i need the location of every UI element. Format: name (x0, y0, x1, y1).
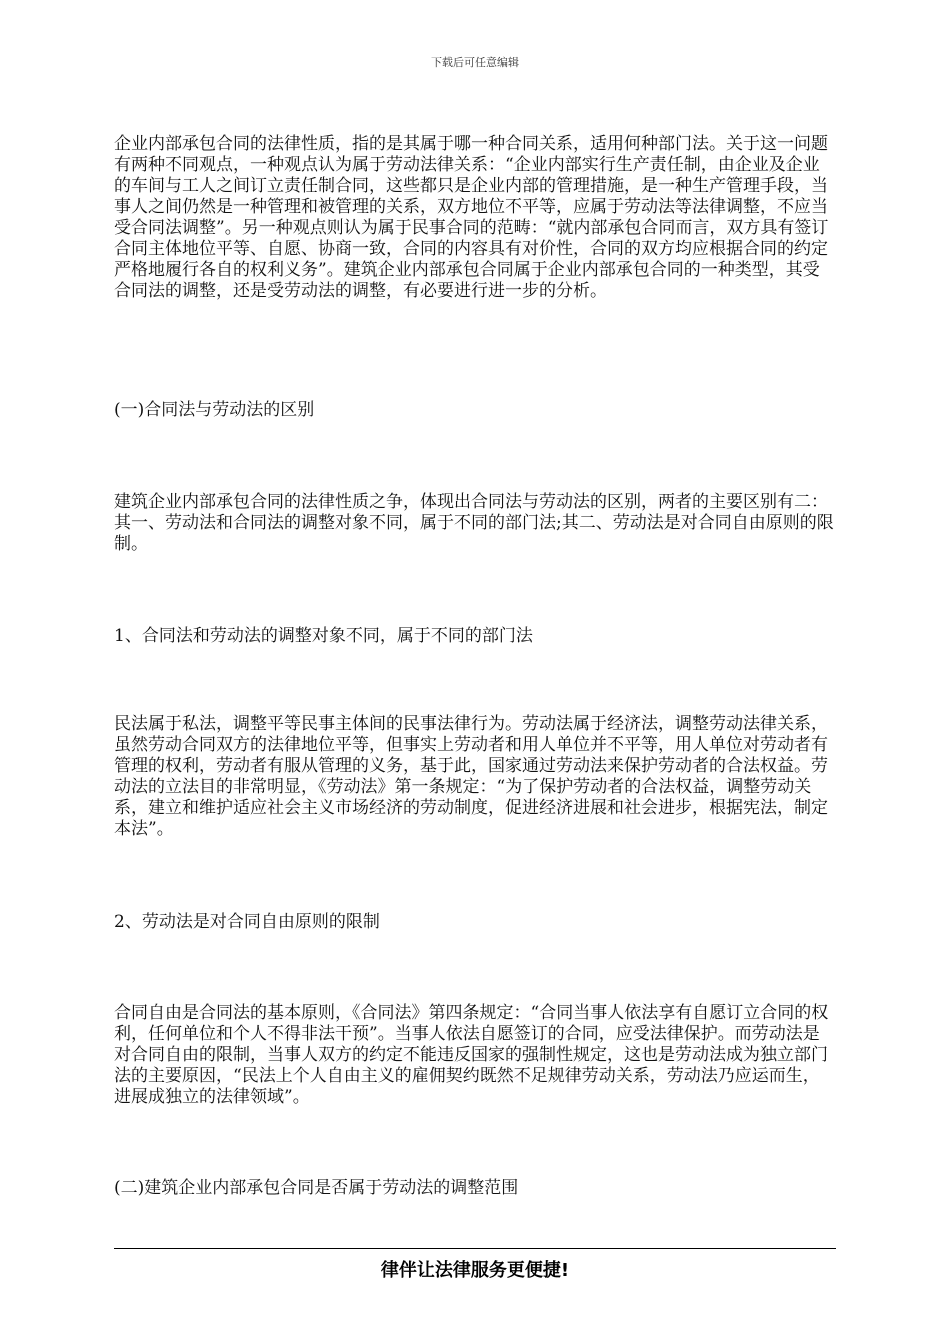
footer-divider (114, 1248, 836, 1249)
paragraph-legal-nature: 企业内部承包合同的法律性质，指的是其属于哪一种合同关系，适用何种部门法。关于这一问题有两种不同观点，一种观点认为属于劳动法律关系：“企业内部实行生产责任制，由企业及企业的车间与工人之间订立责任制合同，这些都只是企业内部的管理措施，是一种生产管理手段，当事人之间仍然是一种管理和被管理的关系，双方地位不平等，应属于劳动法等法律调整，不应当受合同法调整”。另一种观点则认为属于民事合同的范畴：“就内部承包合同而言，双方具有签订合同主体地位平等、自愿、协商一致，合同的内容具有对价性，合同的双方均应根据合同的约定严格地履行各自的权利义务”。建筑企业内部承包合同属于企业内部承包合同的一种类型，其受合同法的调整，还是受劳动法的调整，有必要进行进一步的分析。 (114, 134, 829, 301)
header-note: 下载后可任意编辑 (431, 56, 519, 69)
subsection-heading-2: 2、劳动法是对合同自由原则的限制 (114, 912, 380, 932)
paragraph-freedom-of-contract: 合同自由是合同法的基本原则，《合同法》第四条规定：“合同当事人依法享有自愿订立合同的权利，任何单位和个人不得非法干预”。当事人依法自愿签订的合同，应受法律保护。而劳动法是对合同自由的限制，当事人双方的约定不能违反国家的强制性规定，这也是劳动法成为独立部门法的主要原因，“民法上个人自由主义的雇佣契约既然不足规律劳动关系，劳动法乃应运而生，进展成独立的法律领域”。 (114, 1003, 829, 1107)
section-heading-1: (一)合同法与劳动法的区别 (114, 400, 315, 420)
section-heading-2: (二)建筑企业内部承包合同是否属于劳动法的调整范围 (114, 1178, 519, 1198)
subsection-heading-1: 1、合同法和劳动法的调整对象不同，属于不同的部门法 (114, 626, 533, 646)
footer-slogan: 律伴让法律服务更便捷! (380, 1260, 570, 1281)
paragraph-differences: 建筑企业内部承包合同的法律性质之争，体现出合同法与劳动法的区别，两者的主要区别有二：其一、劳动法和合同法的调整对象不同，属于不同的部门法;其二、劳动法是对合同自由原则的限制。 (114, 492, 834, 554)
paragraph-adjustment-objects: 民法属于私法，调整平等民事主体间的民事法律行为。劳动法属于经济法，调整劳动法律关系，虽然劳动合同双方的法律地位平等，但事实上劳动者和用人单位并不平等，用人单位对劳动者有管理的权利，劳动者有服从管理的义务，基于此，国家通过劳动法来保护劳动者的合法权益。劳动法的立法目的非常明显，《劳动法》第一条规定：“为了保护劳动者的合法权益，调整劳动关系，建立和维护适应社会主义市场经济的劳动制度，促进经济进展和社会进步，根据宪法，制定本法”。 (114, 714, 828, 839)
